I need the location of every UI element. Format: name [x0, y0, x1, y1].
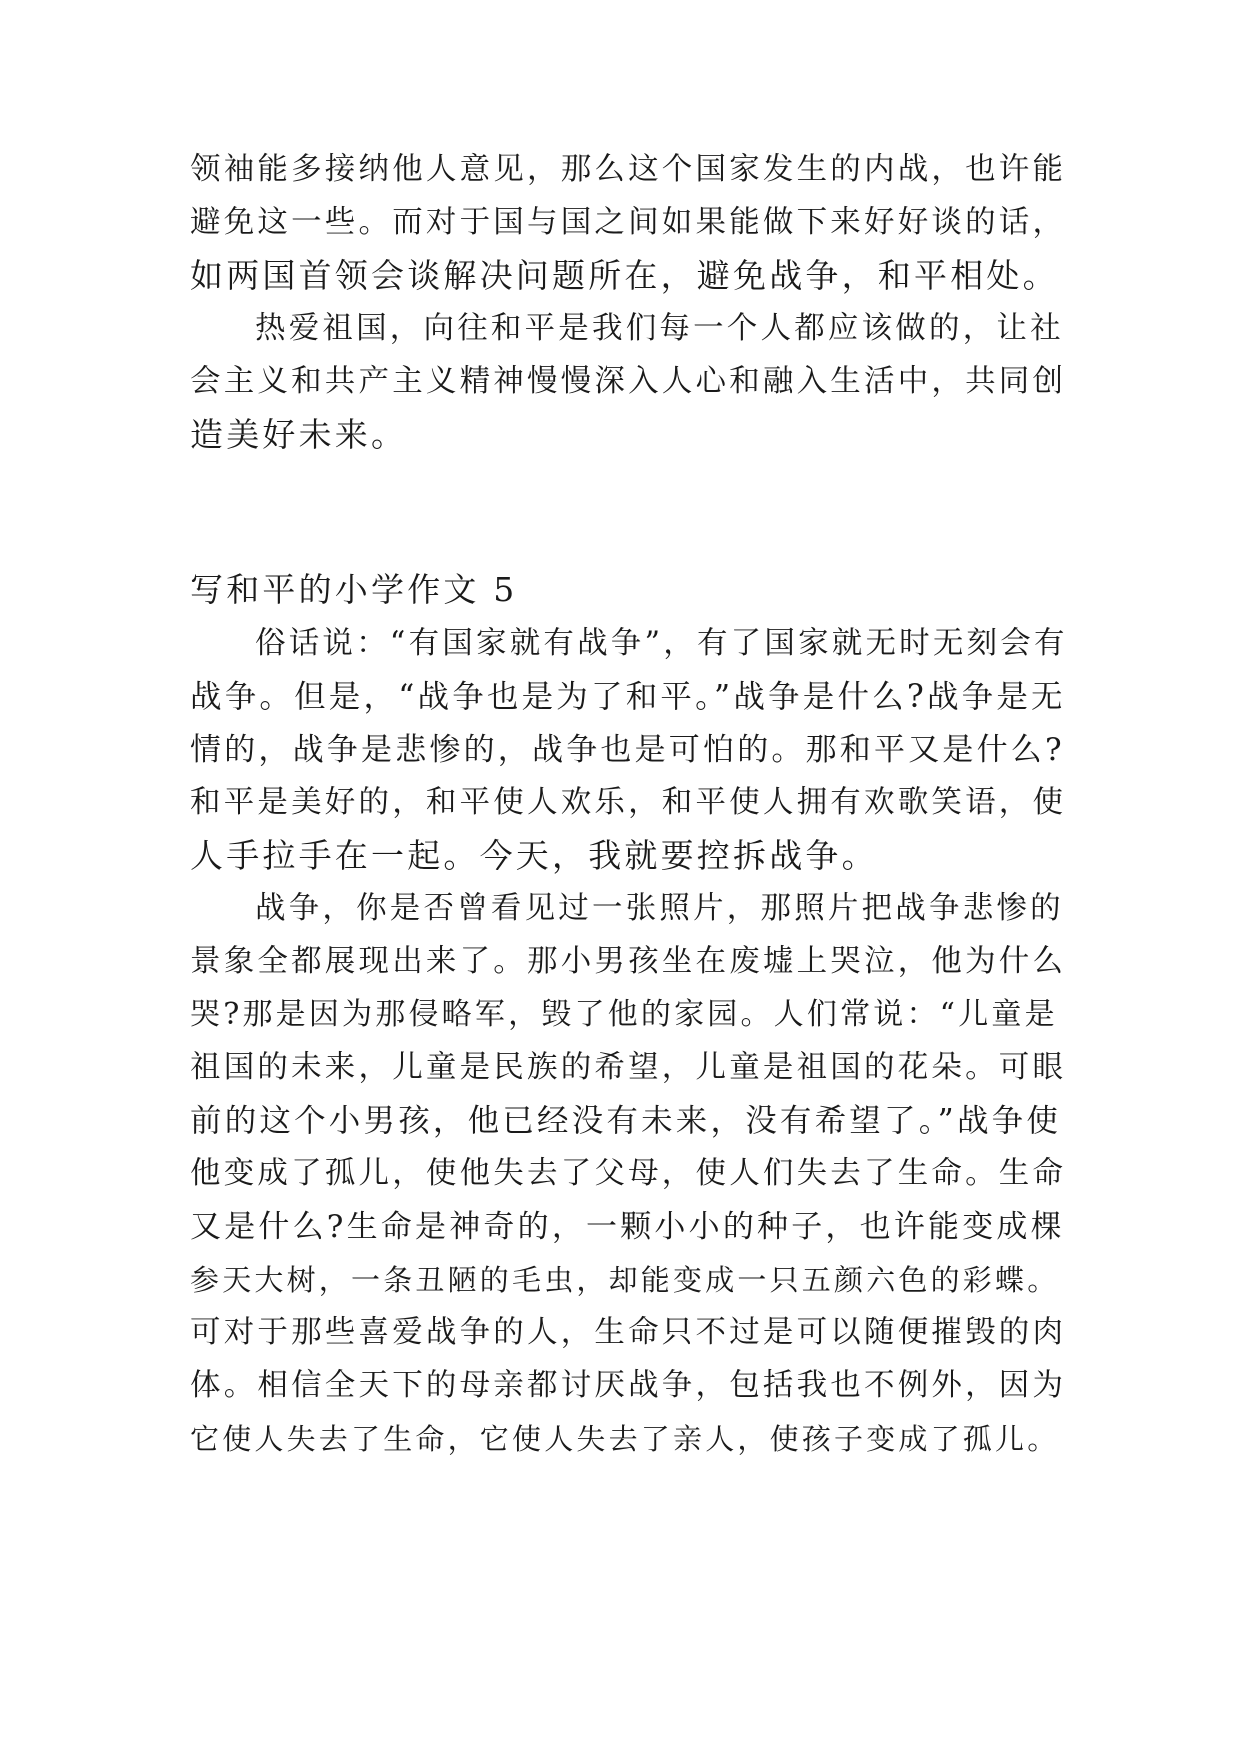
essay-paragraph-1-line: 人手拉手在一起。今天，我就要控拆战争。	[190, 836, 878, 875]
essay-paragraph-1-line: 俗话说：“有国家就有战争”，有了国家就无时无刻会有	[255, 626, 1068, 661]
section-heading: 写和平的小学作文 5	[190, 570, 518, 609]
intro-paragraph-2-line: 造美好未来。	[190, 415, 408, 454]
intro-paragraph-2-line: 会主义和共产主义精神慢慢深入人心和融入生活中，共同创	[190, 364, 1067, 399]
intro-paragraph-1-line: 领袖能多接纳他人意见，那么这个国家发生的内战，也许能	[190, 152, 1067, 187]
essay-paragraph-1-line: 和平是美好的，和平使人欢乐，和平使人拥有欢歌笑语，使	[190, 785, 1067, 820]
essay-paragraph-1-line: 战争。但是，“战争也是为了和平。”战争是什么?战争是无	[190, 679, 1066, 715]
essay-paragraph-2-line: 又是什么?生命是神奇的，一颗小小的种子，也许能变成棵	[190, 1209, 1065, 1245]
essay-paragraph-2-line: 体。相信全天下的母亲都讨厌战争，包括我也不例外，因为	[190, 1368, 1067, 1403]
essay-paragraph-2-line: 它使人失去了生命，它使人失去了亲人，使孩子变成了孤儿。	[190, 1422, 1060, 1456]
essay-paragraph-2-line: 可对于那些喜爱战争的人，生命只不过是可以随便摧毁的肉	[190, 1315, 1067, 1350]
essay-paragraph-1-line: 情的，战争是悲惨的，战争也是可怕的。那和平又是什么?	[190, 732, 1065, 768]
essay-paragraph-2-line: 战争，你是否曾看见过一张照片，那照片把战争悲惨的	[255, 891, 1064, 926]
intro-paragraph-1-line: 避免这一些。而对于国与国之间如果能做下来好好谈的话，	[190, 205, 1067, 240]
essay-paragraph-2-line: 前的这个小男孩，他已经没有未来，没有希望了。”战争使	[190, 1103, 1062, 1139]
essay-paragraph-2-line: 他变成了孤儿，使他失去了父母，使人们失去了生命。生命	[190, 1156, 1067, 1191]
essay-paragraph-2-line: 祖国的未来，儿童是民族的希望，儿童是祖国的花朵。可眼	[190, 1050, 1067, 1085]
essay-paragraph-2-line: 景象全都展现出来了。那小男孩坐在废墟上哭泣，他为什么	[190, 944, 1067, 979]
essay-paragraph-2-line: 哭?那是因为那侵略军，毁了他的家园。人们常说：“儿童是	[190, 997, 1058, 1032]
intro-paragraph-1-line: 如两国首领会谈解决问题所在，避免战争，和平相处。	[190, 256, 1059, 295]
intro-paragraph-2-line: 热爱祖国，向往和平是我们每一个人都应该做的，让社	[255, 311, 1064, 346]
essay-paragraph-2-line: 参天大树，一条丑陋的毛虫，却能变成一只五颜六色的彩蝶。	[190, 1263, 1060, 1297]
